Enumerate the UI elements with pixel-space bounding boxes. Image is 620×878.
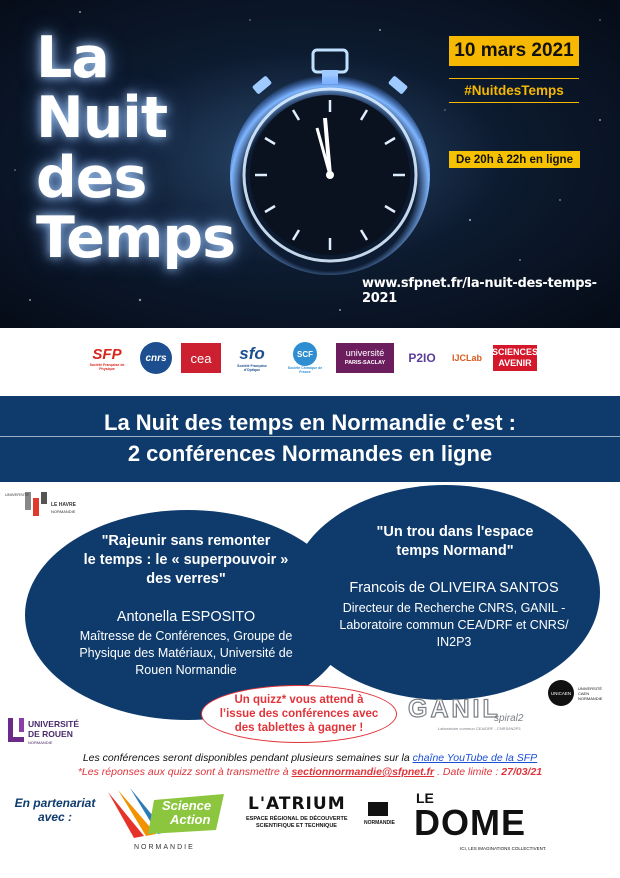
paris-saclay-logo: université PARIS-SACLAY	[336, 343, 394, 373]
normandie-region-icon	[368, 802, 388, 816]
quiz-answer-note: *Les réponses aux quizz sont à transmettre à sectionnormandie@sfpnet.fr . Date limite : 27/03/21	[77, 766, 543, 778]
conference-2-speaker-role: Directeur de Recherche CNRS, GANIL - Laboratoire commun CEA/DRF et CNRS/ IN2P3	[339, 601, 569, 649]
sfo-logo: sfo Société Française d'Optique	[237, 344, 267, 372]
event-time: De 20h à 22h en ligne	[449, 151, 580, 168]
cea-logo: cea	[181, 343, 221, 373]
banner-line-2: 2 conférences Normandes en ligne	[127, 441, 493, 466]
stopwatch-icon	[225, 40, 435, 290]
event-date: 10 mars 2021	[449, 36, 579, 66]
ganil-spiral2-logo: GANIL spiral2 Laboratoire commun CEA/DRF - CNRS/IN2P3	[408, 695, 524, 731]
conference-1-title: "Rajeunir sans remonter le temps : le « superpouvoir » des verres"	[83, 533, 289, 587]
conference-2-title: "Un trou dans l'espace temps Normand"	[376, 524, 534, 559]
banner-line-1: La Nuit des temps en Normandie c’est :	[104, 410, 516, 435]
p2io-logo: P2IO	[408, 351, 436, 365]
banner-divider	[0, 436, 620, 437]
event-url[interactable]: www.sfpnet.fr/la-nuit-des-temps-2021	[362, 276, 597, 306]
sciences-avenir-logo: SCIENCES AVENIR	[493, 345, 537, 371]
conference-2-speaker: Francois de OLIVEIRA SANTOS	[349, 580, 559, 596]
contact-email-link[interactable]: sectionnormandie@sfpnet.fr	[291, 766, 435, 778]
conference-1-speaker: Antonella ESPOSITO	[116, 609, 256, 625]
event-title: La Nuit des Temps	[36, 25, 236, 271]
hero-banner	[0, 0, 620, 328]
availability-note: Les conférences seront disponibles pendant plusieurs semaines sur la chaîne YouTube de la SFP	[82, 752, 538, 764]
atrium-logo: L'ATRIUM ESPACE RÉGIONAL DE DÉCOUVERTE SCIENTIFIQUE ET TECHNIQUE NORMANDIE	[246, 794, 395, 829]
cnrs-logo: cnrs	[140, 342, 172, 374]
science-action-normandie-logo: Science Action NORMANDIE	[104, 786, 230, 856]
ijclab-logo: IJCLab	[451, 353, 482, 363]
conference-1-speaker-role: Maîtresse de Conférences, Groupe de Physique des Matériaux, Université de Rouen Normandie	[79, 629, 293, 677]
youtube-channel-link[interactable]: chaîne YouTube de la SFP	[412, 752, 538, 764]
universite-le-havre-logo: UNIVERSITÉ LE HAVRE NORMANDIE	[5, 492, 76, 514]
scf-logo: SCF Société Chimique de France	[283, 342, 327, 374]
event-hashtag: #NuitdesTemps	[449, 78, 579, 103]
le-dome-logo: LE DOME ICI, LES IMAGINATIONS COLLECTIVENT.	[414, 790, 547, 851]
quiz-callout: Un quizz* vous attend à l’issue des conférences avec des tablettes à gagner !	[201, 685, 397, 743]
unicaen-logo: UNICAEN UNIVERSITÉ CAEN NORMANDIE	[548, 678, 618, 714]
section-banner	[0, 396, 620, 482]
universite-de-rouen-logo: UNIVERSITÉ DE ROUEN NORMANDIE	[6, 714, 98, 750]
sfp-logo: SFP Société Française de Physique	[89, 345, 125, 371]
partners-label: En partenariat avec :	[14, 796, 96, 824]
organizer-logos	[0, 328, 620, 388]
quiz-deadline: 27/03/21	[501, 766, 543, 778]
